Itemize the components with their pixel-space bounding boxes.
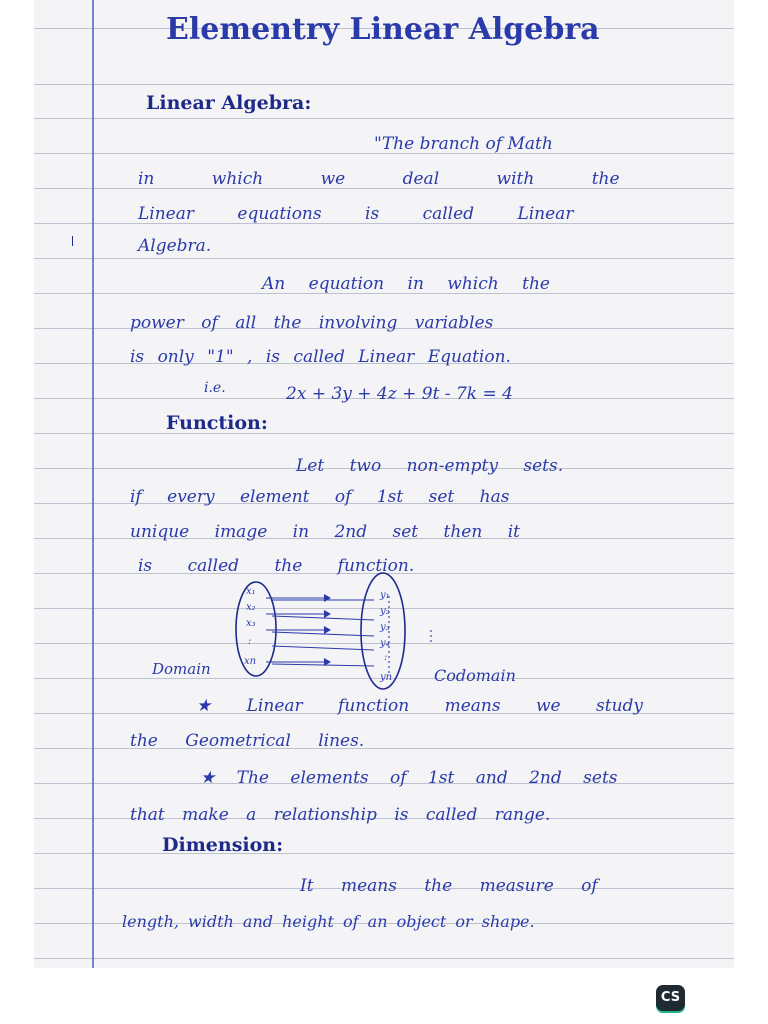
domain-item: x₂ (246, 602, 256, 613)
domain-label: Domain (152, 660, 211, 678)
section-heading-function: Function: (166, 412, 268, 434)
text-line: that make a relationship is called range. (130, 805, 551, 825)
section-heading-linear-algebra: Linear Algebra: (146, 92, 312, 114)
codomain-item: yn (380, 672, 393, 683)
codomain-item: : (384, 652, 388, 663)
text-line: ★ Linear function means we study (196, 696, 644, 716)
text-line: ★ The elements of 1st and 2nd sets (200, 768, 618, 788)
domain-item: x₃ (246, 618, 256, 629)
text-line: is only "1" , is called Linear Equation. (130, 347, 511, 367)
text-line: Algebra. (138, 236, 212, 256)
codomain-item: y₁ (380, 590, 390, 601)
example-equation: 2x + 3y + 4z + 9t - 7k = 4 (286, 384, 513, 404)
text-line: the Geometrical lines. (130, 731, 365, 751)
section-heading-dimension: Dimension: (162, 834, 284, 856)
text-line: An equation in which the (262, 274, 550, 294)
codomain-item: y₄ (380, 638, 390, 649)
text-line: in which we deal with the (138, 169, 620, 189)
codomain-label: Codomain (434, 666, 516, 685)
text-line: unique image in 2nd set then it (130, 522, 520, 542)
arrowheads (324, 594, 331, 666)
example-label: i.e. (204, 380, 226, 396)
codomain-item: y₃ (380, 622, 390, 633)
domain-item: : (248, 636, 252, 647)
text-line: if every element of 1st set has (130, 487, 510, 507)
text-line: is called the function. (138, 556, 415, 576)
domain-item: x₁ (246, 586, 256, 597)
codomain-item: y₂ (380, 606, 390, 617)
notebook-page (34, 0, 734, 968)
text-line: power of all the involving variables (130, 313, 494, 333)
text-line: Linear equations is called Linear (138, 204, 574, 224)
text-line: Let two non-empty sets. (296, 456, 564, 476)
text-line: It means the measure of (300, 876, 598, 896)
mapping-arrows (266, 596, 431, 676)
page-title: Elementry Linear Algebra (166, 12, 600, 47)
text-line: length, width and height of an object or shape. (122, 912, 535, 931)
camscanner-logo: CS (656, 985, 685, 1011)
domain-item: xn (244, 656, 257, 667)
text-line: "The branch of Math (374, 134, 553, 154)
